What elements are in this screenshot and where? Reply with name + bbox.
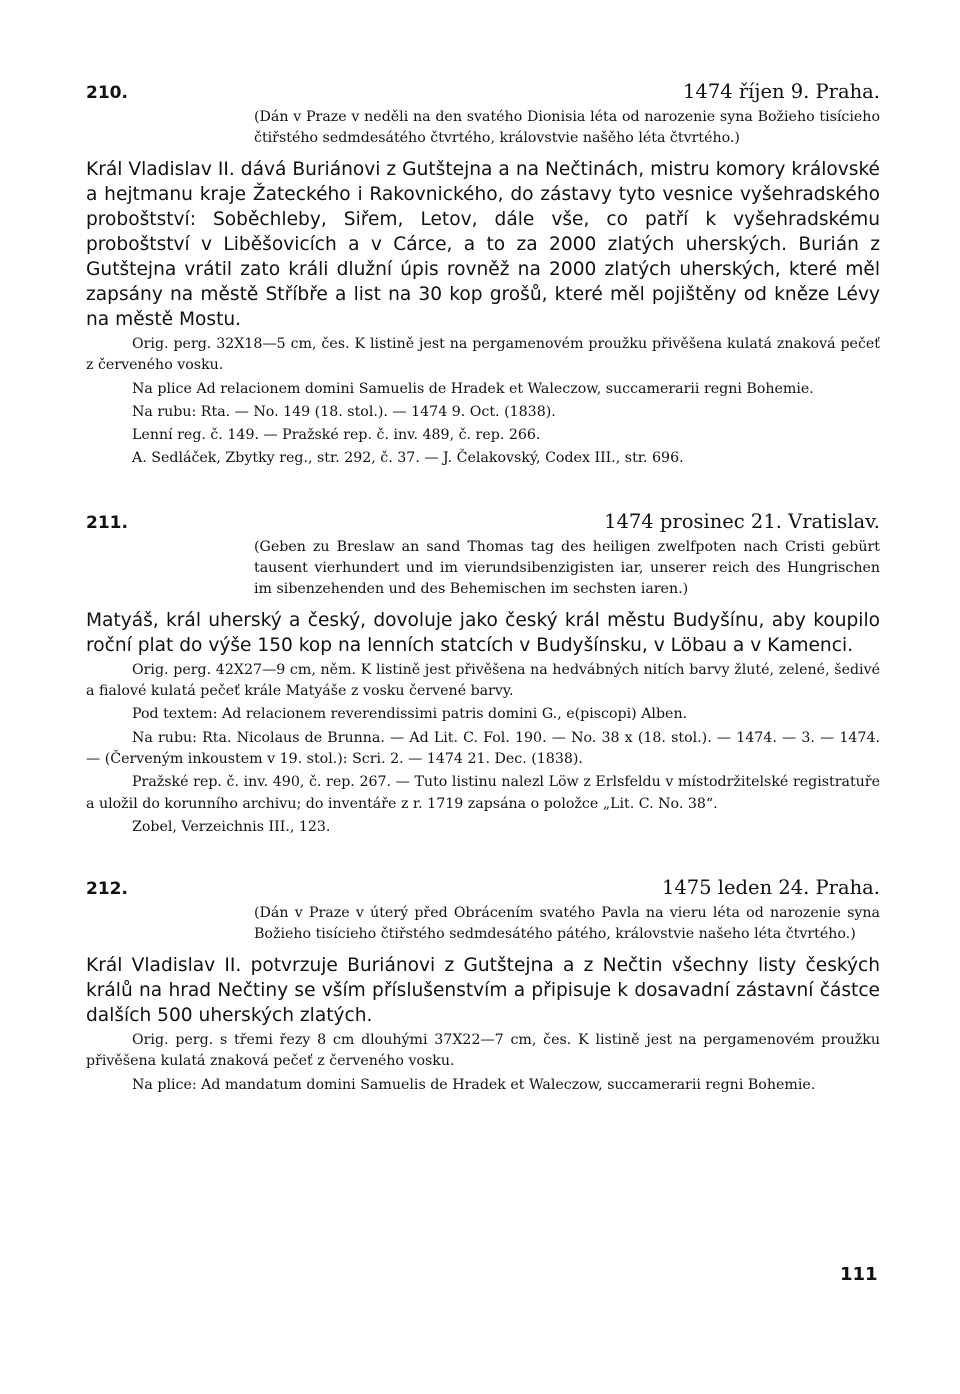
entry-header [86, 510, 880, 535]
entry-date: 1474 prosinec 21. Vratislav. [604, 509, 880, 533]
note: Na rubu: Rta. — No. 149 (18. stol.). — 1474 9. Oct. (1838). [132, 403, 556, 420]
entry-number: 210. [86, 83, 128, 103]
entry-211 [86, 510, 880, 838]
note: Zobel, Verzeichnis III., 123. [132, 818, 331, 835]
entry-header [86, 80, 880, 105]
entry-number: 212. [86, 879, 128, 900]
note: A. Sedláček, Zbytky reg., str. 292, č. 37. — J. Čelakovský, Codex III., str. 696. [132, 450, 684, 467]
note: Na rubu: Rta. Nicolaus de Brunna. — Ad Lit. C. Fol. 190. — No. 38 x (18. stol.). — 1474. — 3. — 1474. — (Červeným inkoustem v 19. stol.): Scri. 2. — 1474 21. Dec. (1838). [86, 729, 880, 767]
regest-text: Král Vladislav II. potvrzuje Buriánovi z Gutštejna a z Nečtin všechny listy českých králů na hrad Nečtiny se vším příslušenstvím a připisuje k dosavadní zástavní částce dalších 500 uherských zlatých. [86, 955, 880, 1027]
note: Orig. perg. 32X18—5 cm, čes. K listině jest na pergamenovém proužku přivěšena kulatá znaková pečeť z červeného vosku. [86, 336, 880, 374]
dating-clause: (Geben zu Breslaw an sand Thomas tag des heiligen zwelfpoten nach Cristi gebürt tausent vierhundert und im vierundsibenzigisten iar, unserer reich des Hungrischen im sibenzehenden und des Behemischen im sechsten iaren.) [254, 538, 880, 597]
regest-text: Král Vladislav II. dává Buriánovi z Gutštejna a na Nečtinách, mistru komory královské a hejtmanu kraje Žateckého i Rakovnického, do zástavy tyto vesnice vyšehradského proboštství: Soběchleby, Siřem, Letov, dále vše, co patří k vyšehradskému proboštství v Liběšovicích a v Cárce, a to za 2000 zlatých uherských. Burián z Gutštejna vrátil zato králi dlužní úpis rovněž na 2000 zlatých uherských, které měl zapsány na městě Stříbře a list na 30 kop grošů, které měl pojištěny od kněze Lévy na městě Mostu. [86, 159, 880, 330]
note: Na plice Ad relacionem domini Samuelis de Hradek et Waleczow, succamerarii regni Bohemie. [132, 380, 814, 397]
document-page [86, 80, 880, 1096]
regest-text: Matyáš, král uherský a český, dovoluje jako český král městu Budyšínu, aby koupilo roční plat do výše 150 kop na lenních statcích v Budyšínsku, v Löbau a v Kamenci. [86, 609, 880, 656]
note: Pod textem: Ad relacionem reverendissimi patris domini G., e(piscopi) Alben. [132, 706, 688, 723]
note: Orig. perg. s třemi řezy 8 cm dlouhými 37X22—7 cm, čes. K listině jest na pergamenovém proužku přivěšena kulatá znaková pečeť z červeného vosku. [86, 1032, 880, 1070]
entry-number: 211. [86, 512, 128, 533]
entry-date: 1475 leden 24. Praha. [661, 876, 880, 900]
note: Pražské rep. č. inv. 490, č. rep. 267. — Tuto listinu nalezl Löw z Erlsfeldu v místodržitelské registratuře a uložil do korunního archivu; do inventáře z r. 1719 zapsána o položce „Lit. C. No. 38“. [86, 774, 880, 812]
entry-header [86, 876, 880, 901]
entry-date: 1474 říjen 9. Praha. [683, 80, 880, 103]
note: Orig. perg. 42X27—9 cm, něm. K listině jest přivěšena na hedvábných nitích barvy žluté, zelené, šedivé a fialové kulatá pečeť krále Matyáše z vosku červené barvy. [86, 661, 880, 700]
page-number: 111 [840, 1264, 878, 1285]
note: Na plice: Ad mandatum domini Samuelis de Hradek et Waleczow, succamerarii regni Bohemie. [132, 1076, 816, 1093]
entry-210 [86, 80, 880, 470]
dating-clause: (Dán v Praze v neděli na den svatého Dionisia léta od narozenie syna Božieho tisícieho čtiřstého sedmdesátého čtvrtého, královstvie našěho léta čtvrtého.) [254, 109, 880, 146]
entry-212 [86, 876, 880, 1096]
note: Lenní reg. č. 149. — Pražské rep. č. inv. 489, č. rep. 266. [132, 427, 541, 444]
dating-clause: (Dán v Praze v úterý před Obrácením svatého Pavla na vieru léta od narozenie syna Božieho tisícieho čtiřstého sedmdesátého pátého, královstvie našeho léta čtvrtého.) [254, 905, 880, 943]
